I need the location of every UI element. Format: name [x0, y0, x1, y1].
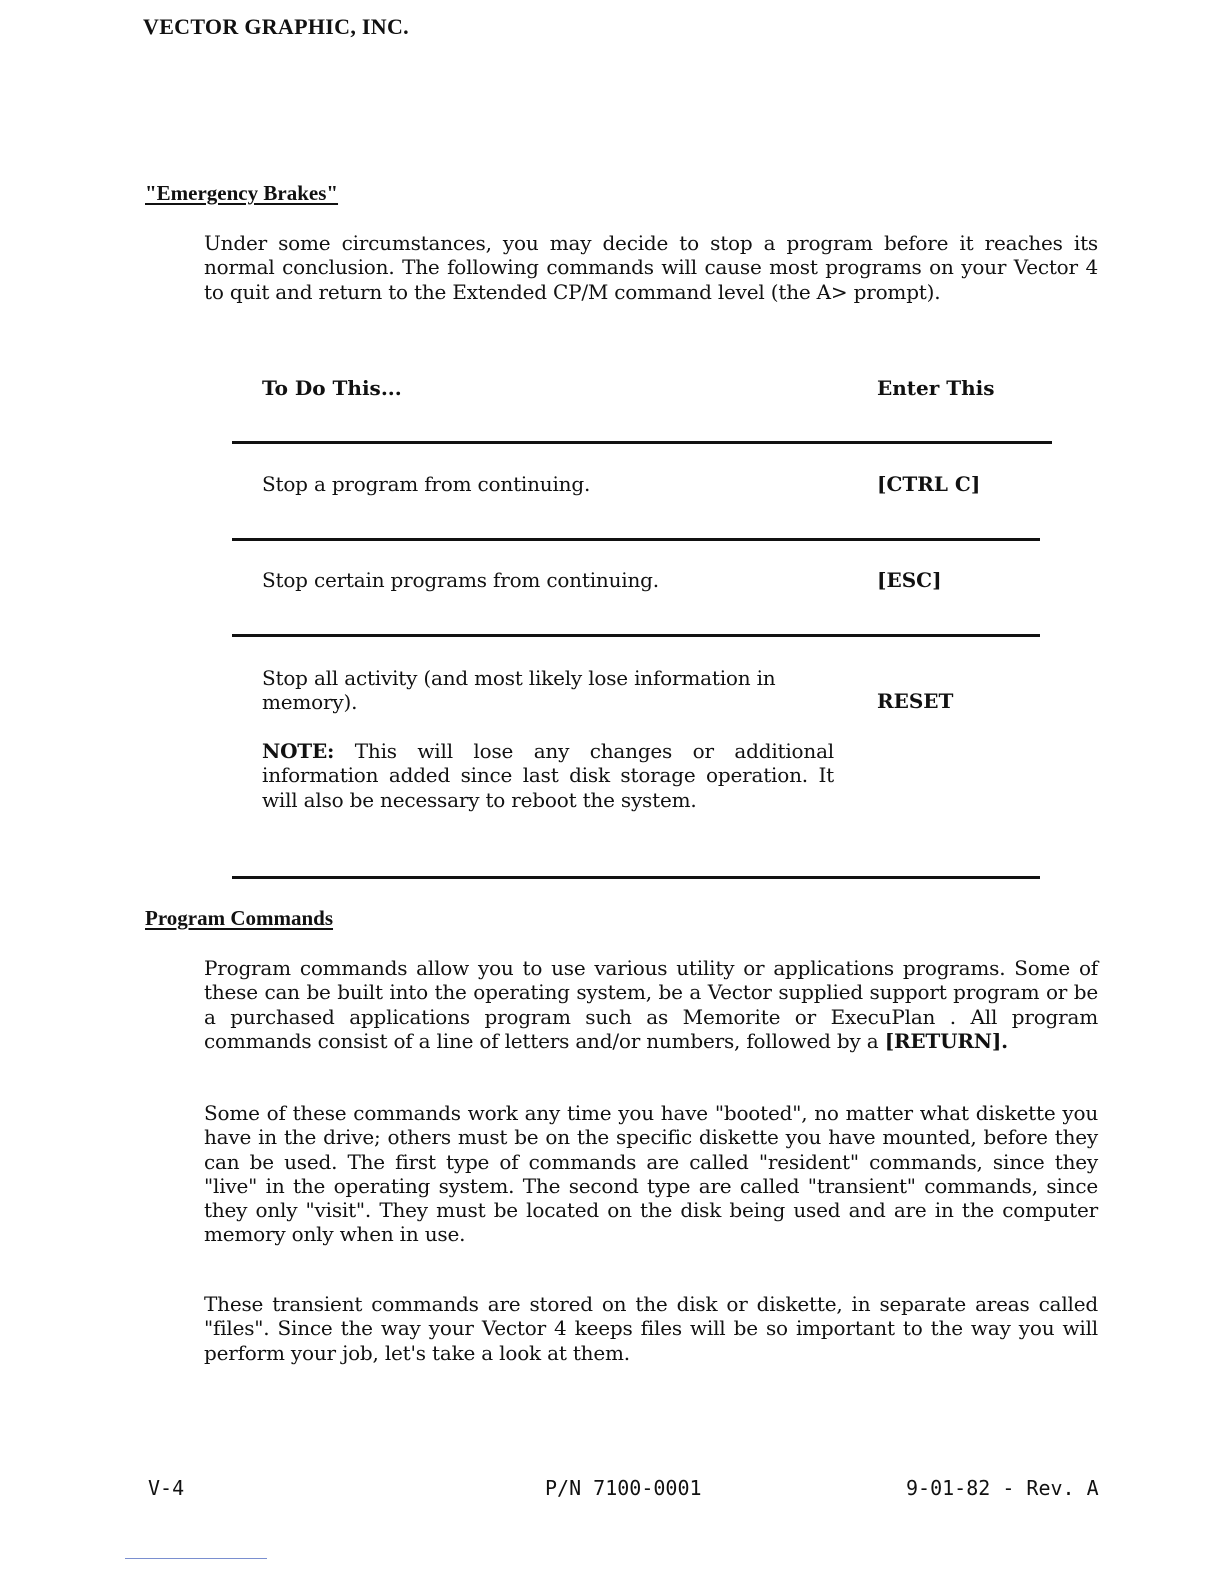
- table-row-action: Stop all activity (and most likely lose information in memory).: [262, 666, 776, 714]
- table-rule: [232, 634, 1040, 637]
- column-header-key: Enter This: [877, 376, 995, 400]
- company-header: VECTOR GRAPHIC, INC.: [143, 14, 409, 39]
- footer-page-number: V-4: [148, 1476, 185, 1500]
- reset-note: [262, 739, 834, 812]
- footer-part-number: P/N 7100-0001: [545, 1476, 702, 1500]
- section-title-program-commands: Program Commands: [145, 906, 334, 930]
- section-title-emergency-brakes: "Emergency Brakes": [145, 181, 339, 205]
- program-commands-paragraph-1: [204, 956, 1098, 1053]
- table-rule: [232, 441, 1052, 444]
- column-header-action: To Do This...: [262, 376, 402, 400]
- table-row-action: Stop certain programs from continuing.: [262, 568, 659, 592]
- emergency-intro-paragraph: Under some circumstances, you may decide to stop a program before it reaches its normal conclusion. The following commands will cause most programs on your Vector 4 to quit and return to the Extended CP/M command level (the A> prompt).: [204, 231, 1098, 304]
- return-key: [RETURN].: [884, 1028, 1008, 1053]
- table-row-key: [CTRL C]: [877, 472, 981, 496]
- table-row-key: [ESC]: [877, 568, 942, 592]
- note-label: NOTE:: [262, 739, 335, 763]
- footer-revision: 9-01-82 - Rev. A: [906, 1476, 1099, 1500]
- table-rule: [232, 876, 1040, 879]
- note-text: This will lose any changes or additional information added since last disk storage operation. It will also be necessary to reboot the system.: [262, 739, 834, 812]
- table-row-action: Stop a program from continuing.: [262, 472, 591, 496]
- scan-artifact-line: [125, 1558, 267, 1559]
- paragraph-text: Program commands allow you to use various utility or applications programs. Some of these can be built into the operating system, be a Vector supplied support program or be a purchased applications program such as Memorite or ExecuPlan . All program commands consist of a line of letters and/or numbers, followed by a: [204, 956, 1098, 1053]
- table-rule: [232, 538, 1040, 541]
- program-commands-paragraph-2: Some of these commands work any time you have "booted", no matter what diskette you have in the drive; others must be on the specific diskette you have mounted, before they can be used. The first type of commands are called "resident" commands, since they "live" in the operating system. The second type are called "transient" commands, since they only "visit". They must be located on the disk being used and are in the computer memory only when in use.: [204, 1101, 1098, 1247]
- table-row-key: RESET: [877, 689, 954, 713]
- program-commands-paragraph-3: These transient commands are stored on the disk or diskette, in separate areas called "files". Since the way your Vector 4 keeps files will be so important to the way you will perform your job, let's take a look at them.: [204, 1292, 1098, 1365]
